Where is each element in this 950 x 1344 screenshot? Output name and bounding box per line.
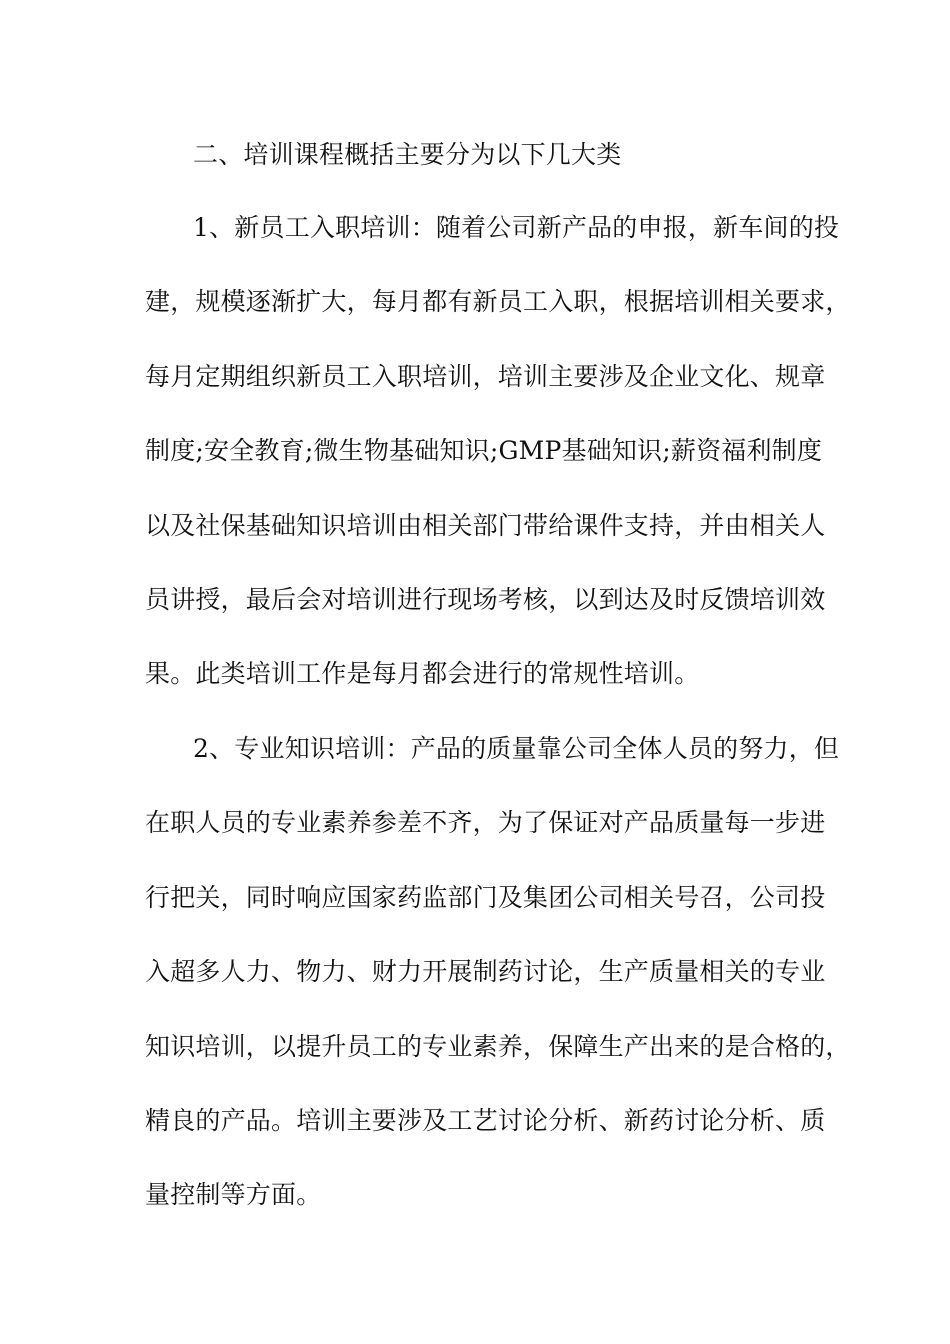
paragraph-line: 知识培训，以提升员工的专业素养，保障生产出来的是合格的， xyxy=(145,1032,851,1061)
paragraph-line: 行把关，同时响应国家药监部门及集团公司相关号召，公司投 xyxy=(145,883,826,912)
paragraph-line: 精良的产品。培训主要涉及工艺讨论分析、新药讨论分析、质 xyxy=(145,1106,826,1135)
section-heading: 二、培训课程概括主要分为以下几大类 xyxy=(193,140,622,169)
paragraph-line: 2、专业知识培训：产品的质量靠公司全体人员的努力，但 xyxy=(193,734,840,763)
paragraph-line: 入超多人力、物力、财力开展制药讨论，生产质量相关的专业 xyxy=(145,957,826,986)
paragraph-line: 果。此类培训工作是每月都会进行的常规性培训。 xyxy=(145,659,700,688)
paragraph-line: 员讲授，最后会对培训进行现场考核，以到达及时反馈培训效 xyxy=(145,585,826,614)
paragraph-line: 1、新员工入职培训：随着公司新产品的申报，新车间的投 xyxy=(193,213,840,242)
paragraph-line: 每月定期组织新员工入职培训，培训主要涉及企业文化、规章 xyxy=(145,362,826,391)
paragraph-line: 制度;安全教育;微生物基础知识;GMP基础知识;薪资福利制度 xyxy=(145,436,823,465)
paragraph-line: 以及社保基础知识培训由相关部门带给课件支持，并由相关人 xyxy=(145,511,826,540)
paragraph-line: 在职人员的专业素养参差不齐，为了保证对产品质量每一步进 xyxy=(145,808,826,837)
paragraph-line: 量控制等方面。 xyxy=(145,1180,322,1209)
paragraph-line: 建，规模逐渐扩大，每月都有新员工入职，根据培训相关要求， xyxy=(145,287,851,316)
